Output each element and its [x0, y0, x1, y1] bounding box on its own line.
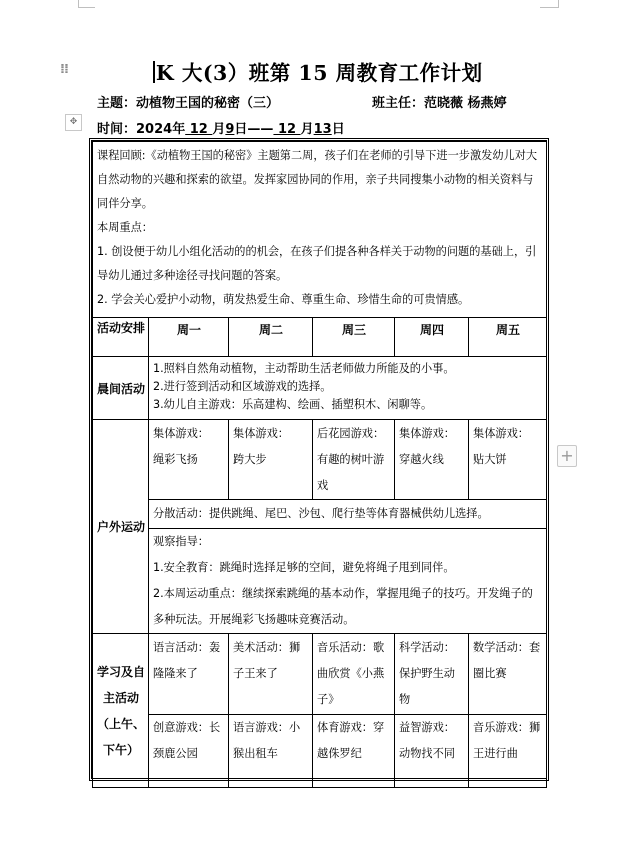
outdoor-spread-cell[interactable]: 分散活动：提供跳绳、尾巴、沙包、爬行垫等体育器械供幼儿选择。 — [149, 500, 547, 529]
morning-line-2: 2.进行签到活动和区域游戏的选择。 — [153, 380, 332, 393]
morning-label: 晨间活动 — [93, 357, 149, 420]
study-am-tue-cell[interactable]: 美术活动：狮子王来了 — [229, 634, 313, 715]
outdoor-fri-cell[interactable]: 集体游戏： 贴大饼 — [469, 420, 547, 500]
obs-title: 观察指导： — [153, 535, 209, 548]
study-pm-tue-cell[interactable]: 语言游戏：小猴出租车 — [229, 715, 313, 788]
study-am-fri-cell[interactable]: 数学活动：套圈比赛 — [469, 634, 547, 715]
morning-line-1: 1.照料自然角动植物，主动帮助生活老师做力所能及的小事。 — [153, 362, 455, 375]
outdoor-thu-cell[interactable]: 集体游戏： 穿越火线 — [395, 420, 469, 500]
intro-cell[interactable] — [93, 142, 547, 318]
focus-title: 本周重点： — [97, 221, 153, 234]
course-review: 课程回顾:《动植物王国的秘密》主题第二周，孩子们在老师的引导下进一步激发幼儿对大自然动物的兴趣和探索的欲望。发挥家园协同的作用，亲子共同搜集小动物的相关资料与同伴分享。 — [97, 149, 538, 210]
study-am-wed-cell[interactable]: 音乐活动：歌曲欣赏《小燕子》 — [313, 634, 395, 715]
time-line: 时间：2024年 12 月9日—— 12 月13日 — [97, 122, 345, 137]
outdoor-mon-cell[interactable]: 集体游戏： 绳彩飞扬 — [149, 420, 229, 500]
add-column-icon[interactable]: + — [557, 445, 577, 467]
day-header-tue: 周二 — [229, 318, 313, 357]
study-am-thu-cell[interactable]: 科学活动：保护野生动物 — [395, 634, 469, 715]
study-am-mon-cell[interactable]: 语言活动：轰隆隆来了 — [149, 634, 229, 715]
drag-handle-icon[interactable]: ⁞⁞ — [60, 62, 68, 77]
study-pm-mon-cell[interactable]: 创意游戏：长颈鹿公园 — [149, 715, 229, 788]
outdoor-label: 户外运动 — [93, 420, 149, 634]
focus-item-1: 1. 创设便于幼儿小组化活动的的机会，在孩子们提各种各样关于动物的问题的基础上，引导幼儿通过多种途径寻找问题的答案。 — [97, 245, 537, 282]
page-corner-mark-right — [540, 0, 559, 8]
morning-line-3: 3.幼儿自主游戏：乐高建构、绘画、插塑积木、闲聊等。 — [153, 398, 433, 411]
schedule-row-head: 活动安排 — [93, 318, 149, 357]
morning-cell[interactable] — [149, 357, 547, 420]
day-header-wed: 周三 — [313, 318, 395, 357]
page-corner-mark-left — [78, 0, 95, 8]
focus-item-2: 2. 学会关心爱护小动物，萌发热爱生命、尊重生命、珍惜生命的可贵情感。 — [97, 293, 470, 306]
study-pm-wed-cell[interactable]: 体育游戏：穿越侏罗纪 — [313, 715, 395, 788]
study-pm-thu-cell[interactable]: 益智游戏：动物找不同 — [395, 715, 469, 788]
study-pm-fri-cell[interactable]: 音乐游戏：狮王进行曲 — [469, 715, 547, 788]
teacher-line: 班主任：范晓薇 杨燕婷 — [372, 96, 507, 111]
obs-item-1: 1.安全教育：跳绳时选择足够的空间，避免将绳子甩到同伴。 — [153, 561, 455, 574]
obs-item-2: 2.本周运动重点：继续探索跳绳的基本动作，掌握甩绳子的技巧。开发绳子的多种玩法。开展绳彩飞扬趣味竞赛活动。 — [153, 587, 533, 626]
table-move-handle-icon[interactable]: ✥ — [65, 114, 82, 131]
day-header-thu: 周四 — [395, 318, 469, 357]
outdoor-wed-cell[interactable]: 后花园游戏： 有趣的树叶游戏 — [313, 420, 395, 500]
page-title: K 大(3）班第 15 周教育工作计划 — [0, 56, 636, 86]
outdoor-tue-cell[interactable]: 集体游戏： 跨大步 — [229, 420, 313, 500]
theme-line: 主题：动植物王国的秘密（三） — [97, 96, 280, 111]
day-header-fri: 周五 — [469, 318, 547, 357]
study-label: 学习及自主活动（上午、下午） — [93, 634, 149, 788]
text-cursor — [153, 61, 155, 83]
plan-table — [92, 141, 547, 788]
outdoor-observation-cell[interactable] — [149, 529, 547, 634]
day-header-mon: 周一 — [149, 318, 229, 357]
